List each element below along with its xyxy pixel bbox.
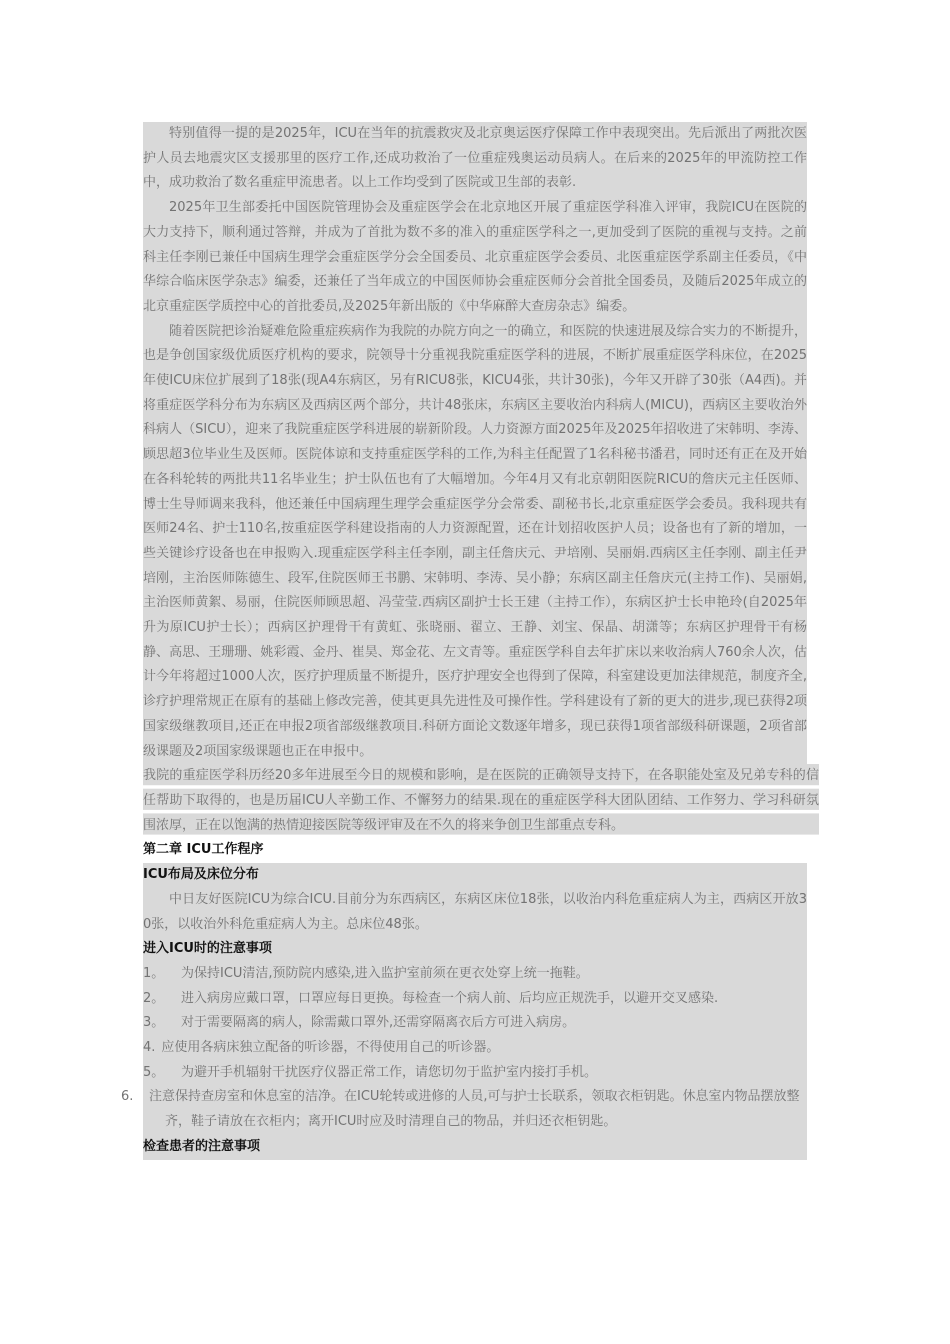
list-text: 应使用各病床独立配备的听诊器，不得使用自己的听诊器。 <box>161 1040 500 1056</box>
list-number: 5。 <box>143 1064 165 1080</box>
section-title-entry: 进入ICU时的注意事项 <box>143 941 272 957</box>
section-title-examination: 检查患者的注意事项 <box>143 1138 261 1154</box>
chapter-title: 第二章 ICU工作程序 <box>143 842 264 858</box>
list-item <box>143 962 807 987</box>
list-text: 注意保持查房室和休息室的洁净。在ICU轮转或进修的人员,可与护士长联系，领取衣柜钥匙。休息室内物品摆放整齐，鞋子请放在衣柜内；离开ICU时应及时清理自己的物品，并归还衣柜钥匙。 <box>149 1089 800 1130</box>
paragraph-summary: 我院的重症医学科历经20多年进展至今日的规模和影响，是在医院的正确领导支持下，在各职能处室及兄弟专科的信任帮助下取得的，也是历届ICU人辛勤工作、不懈努力的结果.现在的重症医学科大团队团结、工作努力、学习科研氛围浓厚，正在以饱满的热情迎接医院等级评审及在不久的将来争创卫生部重点专科。 <box>143 764 819 838</box>
list-item: 6. 注意保持查房室和休息室的洁净。在ICU轮转或进修的人员,可与护士长联系，领取衣柜钥匙。休息室内物品摆放整齐，鞋子请放在衣柜内；离开ICU时应及时清理自己的物品，并归还衣柜钥匙。 <box>121 1089 800 1130</box>
paragraph-accreditation: 2025年卫生部委托中国医院管理协会及重症医学会在北京地区开展了重症医学科准入评审，我院ICU在医院的大力支持下，顺利通过答辩，并成为了首批为数不多的准入的重症医学科之一,更加受到了医院的重视与支持。之前科主任李刚已兼任中国病生理学会重症医学分会全国委员、北京重症医学会委员、北医重症医学系副主任委员，《中华综合临床医学杂志》编委，还兼任了当年成立的中国医师协会重症医师分会首批全国委员，及随后2025年成立的北京重症医学质控中心的首批委员,及2025年新出版的《中华麻醉大查房杂志》编委。 <box>143 200 807 314</box>
list-item <box>143 1036 807 1061</box>
list-number: 4. <box>143 1040 156 1056</box>
list-text: 为保持ICU清洁,预防院内感染,进入监护室前须在更衣处穿上统一拖鞋。 <box>181 965 589 981</box>
list-number: 2。 <box>143 990 165 1006</box>
paragraph-layout: 中日友好医院ICU为综合ICU.目前分为东西病区，东病区床位18张，以收治内科危重症病人为主，西病区开放30张，以收治外科危重症病人为主。总床位48张。 <box>143 891 807 932</box>
history-block <box>143 122 807 764</box>
list-text: 对于需要隔离的病人，除需戴口罩外,还需穿隔离衣后方可进入病房。 <box>181 1015 576 1031</box>
document-body <box>121 122 819 1160</box>
list-item <box>143 1061 807 1086</box>
list-text: 为避开手机辐射干扰医疗仪器正常工作，请您切勿于监护室内接打手机。 <box>181 1064 598 1080</box>
list-number: 1。 <box>143 965 165 981</box>
section-layout <box>121 863 807 1159</box>
list-text: 进入病房应戴口罩，口罩应每日更换。每检查一个病人前、后均应正规洗手，以避开交叉感染. <box>181 990 719 1006</box>
list-item <box>143 1011 807 1036</box>
paragraph-special-note: 特别值得一提的是2025年，ICU在当年的抗震救灾及北京奥运医疗保障工作中表现突出。先后派出了两批次医护人员去地震灾区支援那里的医疗工作,还成功救治了一位重症残奥运动员病人。在后来的2025年的甲流防控工作中，成功救治了数名重症甲流患者。以上工作均受到了医院或卫生部的表彰. <box>143 126 807 191</box>
list-item <box>143 987 807 1012</box>
section-title-layout: ICU布局及床位分布 <box>143 867 259 883</box>
paragraph-expansion: 随着医院把诊治疑难危险重症疾病作为我院的办院方向之一的确立，和医院的快速进展及综合实力的不断提升，也是争创国家级优质医疗机构的要求，院领导十分重视我院重症医学科的进展，不断扩展重症医学科床位，在2025年使ICU床位扩展到了18张(现A4东病区，另有RICU8张，KICU4张，共计30张)，今年又开辟了30张（A4西)。并将重症医学科分布为东病区及西病区两个部分，共计48张床，东病区主要收治内科病人(MICU)，西病区主要收治外科病人（SICU），迎来了我院重症医学科进展的崭新阶段。人力资源方面2025年及2025年招收进了宋韩明、李涛、顾思超3位毕业生及医师。医院体谅和支持重症医学科的工作,为科主任配置了1名科秘书潘君，同时还有正在及开始在各科轮转的两批共11名毕业生；护士队伍也有了大幅增加。今年4月又有北京朝阳医院RICU的詹庆元主任医师、博士生导师调来我科，他还兼任中国病理生理学会重症医学分会常委、副秘书长,北京重症医学会委员。我科现共有医师24名、护士110名,按重症医学科建设指南的人力资源配置，还在计划招收医护人员；设备也有了新的增加，一些关键诊疗设备也在申报购入.现重症医学科主任李刚，副主任詹庆元、尹培刚、吴丽娟.西病区主任李刚、副主任尹培刚，主治医师陈德生、段军,住院医师王书鹏、宋韩明、李涛、吴小静；东病区副主任詹庆元(主持工作)、吴丽娟,主治医师黄絮、易丽，住院医师顾思超、冯莹莹.西病区副护士长王建（主持工作），东病区护士长申艳玲(自2025年升为原ICU护士长）；西病区护理骨干有黄虹、张晓丽、翟立、王静、刘宝、保晶、胡潇等；东病区护理骨干有杨静、高思、王珊珊、姚彩霞、金丹、崔昊、郑金花、左文青等。重症医学科自去年扩床以来收治病人760余人次，估计今年将超过1000人次，医疗护理质量不断提升，医疗护理安全也得到了保障，科室建设更加法律规范，制度齐全,诊疗护理常规正在原有的基础上修改完善，使其更具先进性及可操作性。学科建设有了新的更大的进步,现已获得2项国家级继教项目,还正在申报2项省部级继教项目.科研方面论文数逐年增多，现已获得1项省部级科研课题，2项省部级课题及2项国家级课题也正在申报中。 <box>143 323 807 759</box>
list-number: 3。 <box>143 1015 165 1031</box>
